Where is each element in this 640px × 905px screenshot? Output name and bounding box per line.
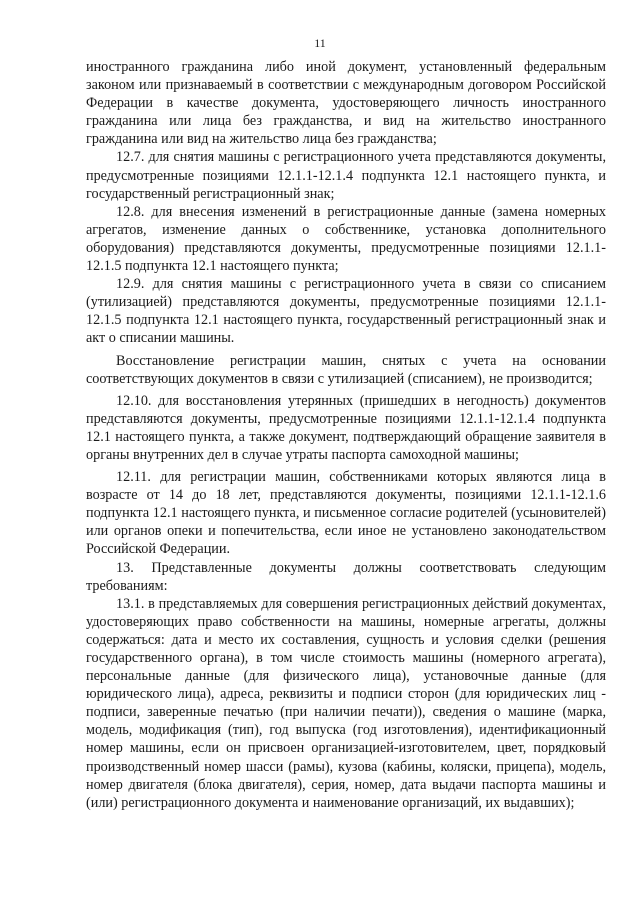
paragraph-12-10: 12.10. для восстановления утерянных (пришедших в негодность) документов представляются документы, предусмотренные позициями 12.1.1-12.1.4 подпункта 12.1 настоящего пункта, а также документ, подтверждающий обращение заявителя в органы внутренних дел в случае утраты паспорта самоходной машины; [86,392,606,463]
paragraph-id-continuation: иностранного гражданина либо иной документ, установленный федеральным законом или признаваемый в соответствии с международным договором Российской Федерации в качестве документа, удостоверяющего личность иностранного гражданина или лица без гражданства, и вид на жительство иностранного гражданина или вид на жительство лица без гражданства; [86,59,606,148]
paragraph-12-11: 12.11. для регистрации машин, собственниками которых являются лица в возрасте от 14 до 18 лет, представляются документы, позициями 12.1.1-12.1.6 подпункта 12.1 настоящего пункта, и письменное согласие родителей (усыновителей) или органов опеки и попечительства, если иное не установлено законодательством Российской Федерации. [86,469,606,558]
paragraph-12-7: 12.7. для снятия машины с регистрационного учета представляются документы, предусмотренные позициями 12.1.1-12.1.4 подпункта 12.1 настоящего пункта, и государственный регистрационный знак; [86,149,606,202]
paragraph-13: 13. Представленные документы должны соответствовать следующим требованиям: [86,559,606,594]
paragraph-13-1: 13.1. в представляемых для совершения регистрационных действий документах, удостоверяющих право собственности на машины, номерные агрегаты, должны содержаться: дата и место их составления, сущность и условия сделки (решения государственного органа), в том числе стоимость машины (номерного агрегата), персональные данные (для физического лица), установочные данные (для юридического лица), адреса, реквизиты и подписи сторон (для юридических лиц - подписи, заверенные печатью (при наличии печати)), сведения о машине (марка, модель, модификация (тип), год выпуска (год изготовления), идентификационный номер машины, если он присвоен организацией-изготовителем, цвет, порядковый производственный номер шасси (рамы), кузова (кабины, коляски, прицепа), модель, номер двигателя (блока двигателя), серия, номер, дата выдачи паспорта машины и (или) регистрационного документа и наименование организаций, их выдавших); [86,595,606,811]
paragraph-restoration-note: Восстановление регистрации машин, снятых с учета на основании соответствующих документов в связи с утилизацией (списанием), не производится; [86,352,606,387]
page-number: 11 [314,36,326,50]
body-text [86,58,606,812]
paragraph-12-9: 12.9. для снятия машины с регистрационного учета в связи со списанием (утилизацией) представляются документы, предусмотренные позициями 12.1.1-12.1.5 подпункта 12.1 настоящего пункта, государственный регистрационный знак и акт о списании машины. [86,276,606,347]
paragraph-12-8: 12.8. для внесения изменений в регистрационные данные (замена номерных агрегатов, изменение данных о собственнике, установка дополнительного оборудования) представляются документы, предусмотренные позициями 12.1.1-12.1.5 подпункта 12.1 настоящего пункта; [86,203,606,275]
